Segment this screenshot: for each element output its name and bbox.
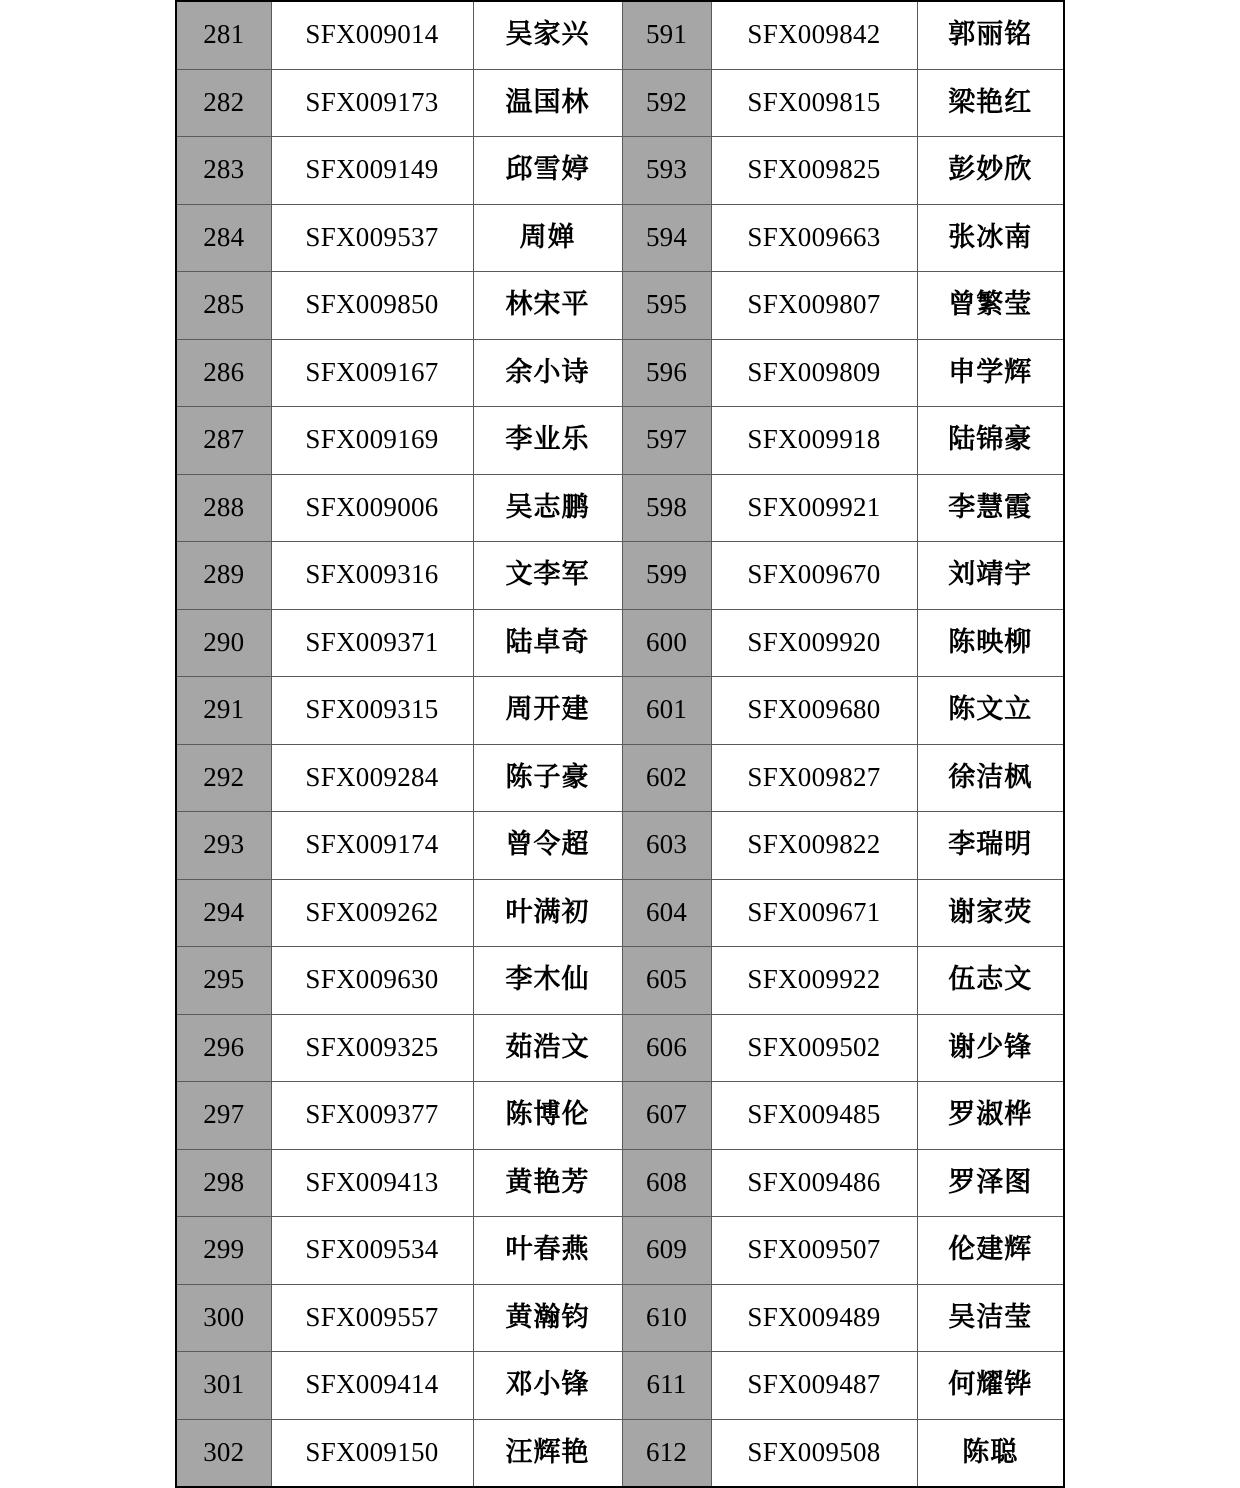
table-row <box>176 474 1064 542</box>
sequence-cell-right: 593 <box>622 137 711 205</box>
sequence-cell-left: 287 <box>176 407 271 475</box>
sequence-cell-left: 288 <box>176 474 271 542</box>
sequence-cell-left: 290 <box>176 609 271 677</box>
sequence-cell-left: 296 <box>176 1014 271 1082</box>
sequence-cell-left: 292 <box>176 744 271 812</box>
name-cell-left: 温国林 <box>473 69 622 137</box>
name-cell-left: 邓小锋 <box>473 1352 622 1420</box>
id-cell-left: SFX009149 <box>271 137 473 205</box>
sequence-cell-right: 600 <box>622 609 711 677</box>
id-cell-left: SFX009557 <box>271 1284 473 1352</box>
table-row <box>176 339 1064 407</box>
name-cell-right: 李慧霞 <box>917 474 1064 542</box>
name-cell-left: 周婵 <box>473 204 622 272</box>
table-row <box>176 879 1064 947</box>
sequence-cell-left: 299 <box>176 1217 271 1285</box>
name-cell-left: 陆卓奇 <box>473 609 622 677</box>
id-cell-left: SFX009377 <box>271 1082 473 1150</box>
name-cell-right: 张冰南 <box>917 204 1064 272</box>
id-cell-left: SFX009174 <box>271 812 473 880</box>
id-cell-right: SFX009663 <box>711 204 917 272</box>
sequence-cell-left: 295 <box>176 947 271 1015</box>
id-cell-left: SFX009150 <box>271 1419 473 1487</box>
name-cell-left: 李业乐 <box>473 407 622 475</box>
name-cell-left: 茹浩文 <box>473 1014 622 1082</box>
sequence-cell-left: 293 <box>176 812 271 880</box>
sequence-cell-left: 281 <box>176 1 271 69</box>
sequence-cell-right: 602 <box>622 744 711 812</box>
table-row <box>176 1014 1064 1082</box>
id-cell-left: SFX009014 <box>271 1 473 69</box>
id-cell-left: SFX009537 <box>271 204 473 272</box>
sequence-cell-right: 591 <box>622 1 711 69</box>
name-cell-left: 黄瀚钧 <box>473 1284 622 1352</box>
name-cell-right: 伦建辉 <box>917 1217 1064 1285</box>
id-cell-right: SFX009822 <box>711 812 917 880</box>
id-cell-left: SFX009315 <box>271 677 473 745</box>
name-cell-right: 申学辉 <box>917 339 1064 407</box>
name-cell-right: 刘靖宇 <box>917 542 1064 610</box>
sequence-cell-right: 592 <box>622 69 711 137</box>
sequence-cell-right: 610 <box>622 1284 711 1352</box>
table-row <box>176 1419 1064 1487</box>
id-cell-left: SFX009167 <box>271 339 473 407</box>
name-cell-left: 周开建 <box>473 677 622 745</box>
id-cell-right: SFX009487 <box>711 1352 917 1420</box>
sequence-cell-left: 294 <box>176 879 271 947</box>
id-cell-right: SFX009807 <box>711 272 917 340</box>
name-cell-right: 彭妙欣 <box>917 137 1064 205</box>
table-row <box>176 542 1064 610</box>
id-cell-left: SFX009316 <box>271 542 473 610</box>
name-cell-right: 何耀铧 <box>917 1352 1064 1420</box>
id-cell-right: SFX009920 <box>711 609 917 677</box>
id-cell-left: SFX009262 <box>271 879 473 947</box>
name-cell-left: 余小诗 <box>473 339 622 407</box>
id-cell-right: SFX009921 <box>711 474 917 542</box>
table-row <box>176 1 1064 69</box>
id-cell-left: SFX009534 <box>271 1217 473 1285</box>
table-row <box>176 677 1064 745</box>
sequence-cell-right: 612 <box>622 1419 711 1487</box>
name-cell-right: 陈映柳 <box>917 609 1064 677</box>
sequence-cell-right: 595 <box>622 272 711 340</box>
name-cell-left: 文李军 <box>473 542 622 610</box>
name-cell-right: 谢家荧 <box>917 879 1064 947</box>
sequence-cell-left: 302 <box>176 1419 271 1487</box>
sequence-cell-left: 282 <box>176 69 271 137</box>
sequence-cell-right: 604 <box>622 879 711 947</box>
sequence-cell-left: 283 <box>176 137 271 205</box>
name-cell-right: 吴洁莹 <box>917 1284 1064 1352</box>
name-cell-left: 陈博伦 <box>473 1082 622 1150</box>
table-row <box>176 744 1064 812</box>
id-cell-left: SFX009371 <box>271 609 473 677</box>
table-row <box>176 69 1064 137</box>
id-cell-right: SFX009809 <box>711 339 917 407</box>
sequence-cell-right: 607 <box>622 1082 711 1150</box>
name-cell-left: 吴志鹏 <box>473 474 622 542</box>
sequence-cell-right: 606 <box>622 1014 711 1082</box>
table-row <box>176 947 1064 1015</box>
sequence-cell-left: 284 <box>176 204 271 272</box>
name-cell-right: 陈文立 <box>917 677 1064 745</box>
name-cell-right: 罗泽图 <box>917 1149 1064 1217</box>
id-cell-right: SFX009922 <box>711 947 917 1015</box>
roster-table-body <box>176 1 1064 1487</box>
name-cell-left: 邱雪婷 <box>473 137 622 205</box>
table-row <box>176 137 1064 205</box>
roster-table <box>175 0 1065 1488</box>
name-cell-left: 吴家兴 <box>473 1 622 69</box>
name-cell-right: 陆锦豪 <box>917 407 1064 475</box>
id-cell-right: SFX009502 <box>711 1014 917 1082</box>
name-cell-right: 梁艳红 <box>917 69 1064 137</box>
sequence-cell-left: 286 <box>176 339 271 407</box>
sequence-cell-left: 301 <box>176 1352 271 1420</box>
id-cell-left: SFX009173 <box>271 69 473 137</box>
id-cell-left: SFX009850 <box>271 272 473 340</box>
name-cell-right: 曾繁莹 <box>917 272 1064 340</box>
id-cell-right: SFX009680 <box>711 677 917 745</box>
table-row <box>176 1352 1064 1420</box>
id-cell-right: SFX009918 <box>711 407 917 475</box>
id-cell-right: SFX009507 <box>711 1217 917 1285</box>
sequence-cell-left: 297 <box>176 1082 271 1150</box>
sequence-cell-right: 599 <box>622 542 711 610</box>
table-row <box>176 1149 1064 1217</box>
id-cell-left: SFX009284 <box>271 744 473 812</box>
id-cell-left: SFX009006 <box>271 474 473 542</box>
table-row <box>176 272 1064 340</box>
sequence-cell-right: 603 <box>622 812 711 880</box>
id-cell-left: SFX009169 <box>271 407 473 475</box>
table-row <box>176 1082 1064 1150</box>
table-row <box>176 1217 1064 1285</box>
id-cell-left: SFX009325 <box>271 1014 473 1082</box>
name-cell-left: 曾令超 <box>473 812 622 880</box>
id-cell-right: SFX009825 <box>711 137 917 205</box>
sequence-cell-left: 289 <box>176 542 271 610</box>
roster-table-container <box>175 0 1063 1488</box>
name-cell-right: 谢少锋 <box>917 1014 1064 1082</box>
sequence-cell-right: 596 <box>622 339 711 407</box>
name-cell-left: 陈子豪 <box>473 744 622 812</box>
sequence-cell-left: 300 <box>176 1284 271 1352</box>
sequence-cell-left: 298 <box>176 1149 271 1217</box>
id-cell-right: SFX009827 <box>711 744 917 812</box>
id-cell-right: SFX009670 <box>711 542 917 610</box>
sequence-cell-right: 609 <box>622 1217 711 1285</box>
sequence-cell-right: 594 <box>622 204 711 272</box>
table-row <box>176 812 1064 880</box>
sequence-cell-left: 285 <box>176 272 271 340</box>
id-cell-right: SFX009671 <box>711 879 917 947</box>
id-cell-right: SFX009485 <box>711 1082 917 1150</box>
sequence-cell-left: 291 <box>176 677 271 745</box>
id-cell-right: SFX009486 <box>711 1149 917 1217</box>
sequence-cell-right: 608 <box>622 1149 711 1217</box>
sequence-cell-right: 605 <box>622 947 711 1015</box>
table-row <box>176 204 1064 272</box>
name-cell-right: 伍志文 <box>917 947 1064 1015</box>
name-cell-left: 汪辉艳 <box>473 1419 622 1487</box>
sequence-cell-right: 601 <box>622 677 711 745</box>
table-row <box>176 407 1064 475</box>
name-cell-right: 李瑞明 <box>917 812 1064 880</box>
name-cell-right: 郭丽铭 <box>917 1 1064 69</box>
id-cell-right: SFX009815 <box>711 69 917 137</box>
table-row <box>176 1284 1064 1352</box>
id-cell-left: SFX009413 <box>271 1149 473 1217</box>
id-cell-right: SFX009842 <box>711 1 917 69</box>
sequence-cell-right: 598 <box>622 474 711 542</box>
name-cell-left: 林宋平 <box>473 272 622 340</box>
name-cell-left: 叶春燕 <box>473 1217 622 1285</box>
name-cell-left: 李木仙 <box>473 947 622 1015</box>
table-row <box>176 609 1064 677</box>
name-cell-right: 陈聪 <box>917 1419 1064 1487</box>
sequence-cell-right: 597 <box>622 407 711 475</box>
name-cell-left: 黄艳芳 <box>473 1149 622 1217</box>
name-cell-right: 罗淑桦 <box>917 1082 1064 1150</box>
id-cell-right: SFX009489 <box>711 1284 917 1352</box>
name-cell-left: 叶满初 <box>473 879 622 947</box>
id-cell-right: SFX009508 <box>711 1419 917 1487</box>
sequence-cell-right: 611 <box>622 1352 711 1420</box>
id-cell-left: SFX009630 <box>271 947 473 1015</box>
id-cell-left: SFX009414 <box>271 1352 473 1420</box>
name-cell-right: 徐洁枫 <box>917 744 1064 812</box>
